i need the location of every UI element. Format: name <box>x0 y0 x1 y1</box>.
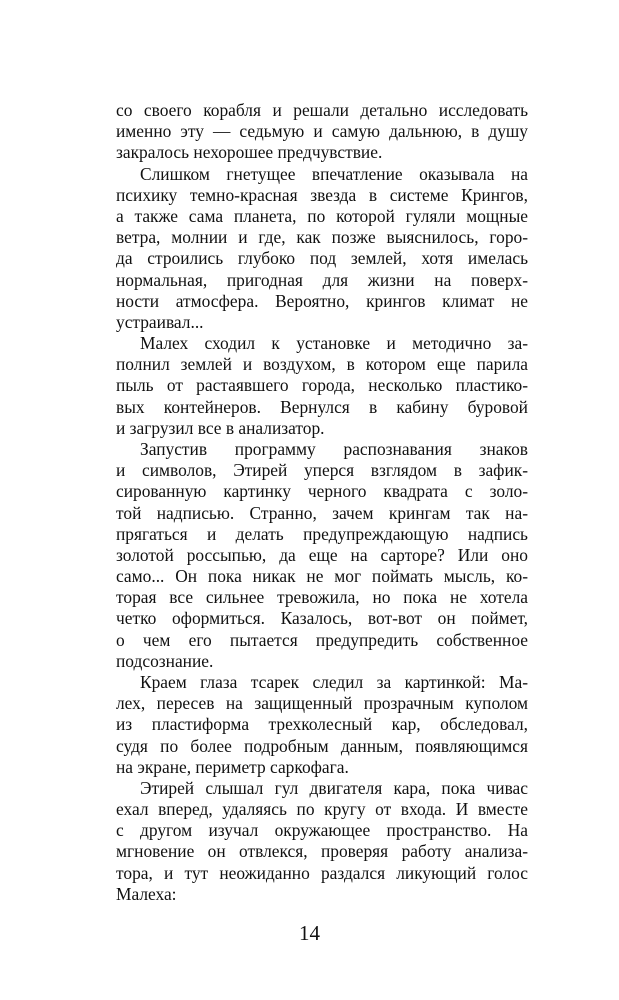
text-line: Запустив программу распознавания знаков <box>140 438 528 459</box>
text-line: сированную картинку черного квадрата с золо- <box>116 481 528 502</box>
text-line: с другом изучал окружающее пространство. На <box>116 820 528 841</box>
text-line: со своего корабля и решали детально исследовать <box>116 100 528 120</box>
text-line: золотой россыпью, да еще на сарторе? Или оно <box>116 544 528 565</box>
text-line: психику темно-красная звезда в системе Крингов, <box>116 184 528 205</box>
text-line: четко оформиться. Казалось, вот-вот он поймет, <box>116 608 528 629</box>
text-line: и символов, Этирей уперся взглядом в зафик- <box>116 460 528 481</box>
text-line: нормальная, пригодная для жизни на поверх- <box>116 269 528 290</box>
text-line: именно эту — седьмую и самую дальнюю, в душу <box>116 121 528 142</box>
text-line: вых контейнеров. Вернулся в кабину буровой <box>116 396 528 417</box>
text-line: полнил землей и воздухом, в котором еще парила <box>116 354 528 375</box>
text-line: мгновение он отвлекся, проверяя работу анализа- <box>116 841 528 862</box>
text-line: Краем глаза тсарек следил за картинкой: Ма- <box>140 672 528 692</box>
text-line: ности атмосфера. Вероятно, крингов климат не <box>116 290 528 311</box>
text-line: тора, и тут неожиданно раздался ликующий голос <box>116 862 528 883</box>
text-line: Этирей слышал гул двигателя кара, пока чивас <box>140 777 528 798</box>
text-line: на экране, периметр саркофага. <box>116 756 349 777</box>
text-line: лех, пересев на защищенный прозрачным куполом <box>116 693 528 714</box>
text-line: устраивал... <box>116 311 204 332</box>
text-line: прягаться и делать предупреждающую надпись <box>116 523 528 544</box>
text-line: Малех сходил к установке и методично за- <box>140 333 528 353</box>
text-line: Малеха: <box>116 883 177 904</box>
text-line: торая все сильнее тревожила, но пока не хотела <box>116 587 528 608</box>
text-line: закралось нехорошее предчувствие. <box>116 142 383 163</box>
text-line: подсознание. <box>116 650 214 671</box>
text-line: судя по более подробным данным, появляющимся <box>116 735 528 756</box>
text-line: ехал вперед, удаляясь по кругу от входа. И вместе <box>116 799 528 820</box>
text-line: и загрузил все в анализатор. <box>116 417 325 438</box>
text-line: да строились глубоко под землей, хотя имелась <box>116 248 528 269</box>
text-line: само... Он пока никак не мог поймать мысль, ко- <box>116 566 528 587</box>
text-line: о чем его пытается предупредить собственное <box>116 629 528 650</box>
text-line: ветра, молнии и где, как позже выяснилось, горо- <box>116 227 528 248</box>
text-line: а также сама планета, по которой гуляли мощные <box>116 205 528 226</box>
text-line: той надписью. Странно, зачем крингам так на- <box>116 502 528 523</box>
text-line: из пластиформа трехколесный кар, обследовал, <box>116 714 528 735</box>
page-number: 14 <box>299 921 320 945</box>
text-line: пыль от растаявшего города, несколько пластико- <box>116 375 528 396</box>
text-line: Слишком гнетущее впечатление оказывала на <box>140 163 528 184</box>
